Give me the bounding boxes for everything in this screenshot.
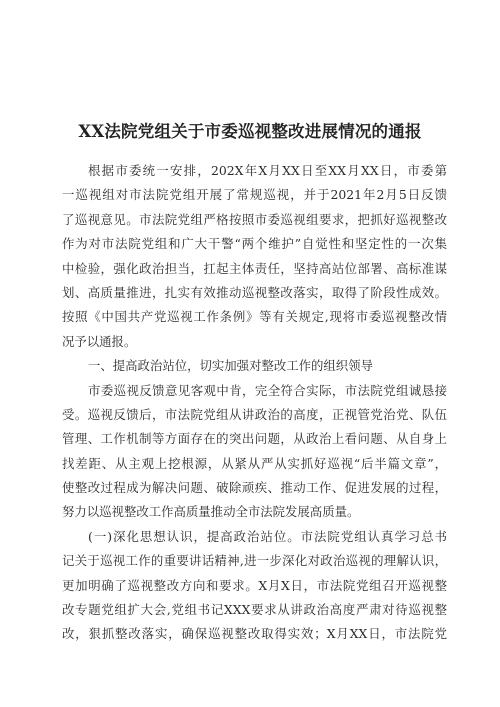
paragraph-2-line-4: 找差距、从主观上挖根源，从紧从严从实抓好巡视“后半篇文章”，: [62, 455, 447, 471]
section-heading-1: 一、提高政治站位，切实加强对整改工作的组织领导: [88, 358, 373, 374]
paragraph-3-line-4: 改专题党组扩大会,党组书记XXX要求从讲政治高度严肃对待巡视整: [62, 602, 447, 618]
paragraph-1-line-6: 划、高质量推进，扎实有效推动巡视整改落实，取得了阶段性成效。: [62, 284, 447, 300]
paragraph-3-line-3: 更加明确了巡视整改方向和要求。X月X日，市法院党组召开巡视整: [62, 577, 447, 593]
paragraph-2-line-1: 市委巡视反馈意见客观中肯，完全符合实际，市法院党组诚恳接: [88, 382, 447, 398]
paragraph-1-line-7: 按照《中国共产党巡视工作条例》等有关规定,现将市委巡视整改情: [62, 309, 447, 325]
paragraph-1-line-3: 了巡视意见。市法院党组严格按照市委巡视组要求，把抓好巡视整改: [62, 211, 447, 227]
paragraph-1-line-8: 况予以通报。: [62, 333, 137, 349]
paragraph-2-line-2: 受。巡视反馈后，市法院党组从讲政治的高度，正视管党治党、队伍: [62, 406, 447, 422]
paragraph-1-line-5: 中检验，强化政治担当，扛起主体责任，坚持高站位部署、高标准谋: [62, 260, 447, 276]
paragraph-1-line-1: 根据市委统一安排，202X年X月XX日至XX月XX日，市委第: [88, 163, 447, 178]
paragraph-2-line-6: 努力以巡视整改工作高质量推动全市法院发展高质量。: [62, 504, 360, 520]
paragraph-3-line-2: 记关于巡视工作的重要讲话精神,进一步深化对政治巡视的理解认识，: [62, 553, 447, 569]
paragraph-3-line-5: 改，狠抓整改落实，确保巡视整改取得实效；X月XX日，市法院党: [62, 626, 447, 642]
paragraph-3-line-1: (一)深化思想认识，提高政治站位。市法院党组认真学习总书: [88, 528, 447, 544]
paragraph-1-line-4: 作为对市法院党组和广大干警“两个维护”自觉性和坚定性的一次集: [62, 236, 447, 252]
paragraph-1-line-2: 一巡视组对市法院党组开展了常规巡视，并于2021年2月5日反馈: [62, 187, 447, 203]
paragraph-2-line-3: 管理、工作机制等方面存在的突出问题，从政治上看问题、从自身上: [62, 431, 447, 447]
paragraph-2-line-5: 使整改过程成为解决问题、破除顽疾、推动工作、促进发展的过程，: [62, 480, 447, 496]
document-body: [62, 159, 447, 647]
document-title: XX法院党组关于市委巡视整改进展情况的通报: [78, 122, 422, 141]
